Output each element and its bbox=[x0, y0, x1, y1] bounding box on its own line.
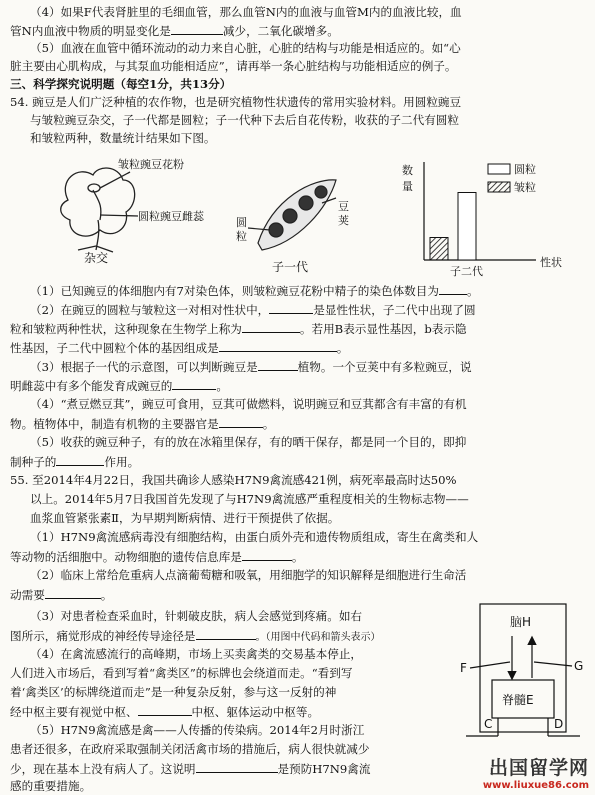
pea-seed bbox=[315, 186, 327, 198]
label-c: C bbox=[484, 717, 493, 731]
label-pod-2: 荚 bbox=[338, 214, 349, 227]
label-f: F bbox=[460, 661, 467, 675]
answer-blank[interactable] bbox=[56, 453, 104, 466]
q55-sub4-line2: 人们进入市场后，看到写着“禽类区”的标牌也会绕道而走。“看到写 bbox=[10, 666, 353, 680]
q55-sub5-line2: 患者还很多，在政府采取强制关闭活禽市场的措施后，病人很快就减少 bbox=[10, 742, 370, 756]
chart-xlabel: 性状 bbox=[540, 256, 562, 269]
q54-sub4-line2: 物。植物体中，制造有机物的主要器官是 。 bbox=[10, 417, 275, 431]
q55-sub4-line3: 着‘禽类区’的标牌绕道而走”是一种复杂反射，参与这一反射的神 bbox=[10, 685, 337, 699]
answer-blank[interactable] bbox=[138, 703, 192, 716]
legend-round-swatch bbox=[488, 164, 510, 174]
q54-sub4-line1: （4）“煮豆燃豆萁”，豌豆可食用，豆萁可做燃料，说明豌豆和豆萁都含有丰富的有机 bbox=[30, 397, 467, 411]
answer-blank[interactable] bbox=[196, 627, 256, 640]
label-d: D bbox=[554, 717, 564, 731]
answer-blank[interactable] bbox=[258, 358, 298, 371]
q55-sub1-line2: 等动物的活细胞中。动物细胞的遗传信息库是 。 bbox=[10, 550, 304, 564]
q4-line-1: （4）如果F代表肾脏里的毛细血管，那么血管N内的血液与血管M内的血液比较，血 bbox=[30, 5, 462, 19]
answer-blank[interactable] bbox=[171, 22, 223, 35]
answer-blank[interactable] bbox=[172, 377, 216, 390]
label-g: G bbox=[574, 659, 584, 673]
reflex-pathway-diagram bbox=[458, 596, 592, 744]
section-3-title: 三、科学探究说明题（每空1分，共13分） bbox=[10, 77, 232, 91]
q54-sub2-line1: （2）在豌豆的圆粒与皱粒这一对相对性状中， 是显性性状，子二代中出现了圆 bbox=[30, 303, 476, 317]
legend-wrinkled-swatch bbox=[488, 182, 510, 192]
pea-seed bbox=[299, 196, 313, 210]
answer-blank[interactable] bbox=[242, 320, 300, 333]
label-round: 圆 bbox=[236, 216, 247, 229]
q55-sub3-line2: 图所示，痛觉形成的神经传导途径是 。（用图中代码和箭头表示） bbox=[10, 629, 381, 643]
q55-sub1-line1: （1）H7N9禽流感病毒没有细胞结构，由蛋白质外壳和遗传物质组成，寄生在禽类和人 bbox=[30, 530, 479, 544]
q55-intro-2: 以上。2014年5月7日我国首先发现了与H7N9禽流感严重程度相关的生物标志物—— bbox=[30, 492, 469, 506]
q55-sub4-line4: 经中枢主要有视觉中枢、 中枢、躯体运动中枢等。 bbox=[10, 705, 320, 719]
q55-sub5-line4: 感的重要措施。 bbox=[10, 779, 92, 793]
watermark-site-name: 出国留学网 bbox=[488, 757, 589, 779]
q55-sub2-line1: （2）临床上常给危重病人点滴葡萄糖和吸氧，用细胞学的知识解释是细胞进行生命活 bbox=[30, 568, 467, 582]
q54-intro-3: 和皱粒两种，数量统计结果如下图。 bbox=[30, 131, 216, 145]
label-pod-1: 豆 bbox=[338, 200, 349, 213]
q54-intro-2: 与皱粒豌豆杂交，子一代都是圆粒；子一代种下去后自花传粉，收获的子二代有圆粒 bbox=[30, 113, 459, 127]
bar-round bbox=[458, 193, 476, 261]
legend-round-label: 圆粒 bbox=[514, 163, 536, 176]
answer-blank[interactable] bbox=[439, 282, 467, 295]
label-cross: 杂交 bbox=[84, 251, 109, 265]
chart-x-category: 子二代 bbox=[450, 265, 483, 278]
q54-sub2-line3: 性基因，子二代中圆粒个体的基因组成是 。 bbox=[10, 341, 349, 355]
q5-line-1: （5）血液在血管中循环流动的动力来自心脏，心脏的结构与功能是相适应的。如“心 bbox=[30, 41, 461, 55]
q55-sub4-line1: （4）在禽流感流行的高峰期，市场上买卖禽类的交易基本停止， bbox=[30, 647, 363, 661]
legend-wrinkled-label: 皱粒 bbox=[514, 181, 536, 194]
q55-sub5-line3: 少，现在基本上没有病人了。这说明 是预防H7N9禽流 bbox=[10, 762, 371, 776]
q54-intro-1: 54. 豌豆是人们广泛种植的农作物，也是研究植物性状遗传的常用实验材料。用圆粒豌豆 bbox=[10, 95, 462, 109]
q55-sub5-line1: （5）H7N9禽流感是禽——人传播的传染病。2014年2月时浙江 bbox=[30, 723, 365, 737]
pea-seed bbox=[269, 223, 283, 237]
label-spinal-e: 脊髓E bbox=[502, 693, 534, 707]
pea-flower-cross-figure bbox=[38, 150, 238, 270]
label-wrinkled-pollen: 皱粒豌豆花粉 bbox=[118, 158, 184, 171]
q5-line-2: 脏主要由心肌构成，与其泵血功能相适应”，请再举一条心脏结构与功能相适应的例子。 bbox=[10, 59, 457, 73]
q55-intro-1: 55. 至2014年4月22日，我国共确诊人感染H7N9禽流感421例，病死率最高时达50% bbox=[10, 473, 457, 487]
q54-sub3-line2: 明雌蕊中有多个能发育成豌豆的 。 bbox=[10, 379, 228, 393]
label-f1: 子一代 bbox=[272, 260, 309, 274]
answer-blank[interactable] bbox=[45, 586, 101, 599]
label-round-stigma: 圆粒豌豆雌蕊 bbox=[138, 210, 204, 223]
answer-blank[interactable] bbox=[196, 760, 278, 773]
q54-sub5-line1: （5）收获的豌豆种子，有的放在冰箱里保存，有的晒干保存，都是同一个目的，即抑 bbox=[30, 435, 467, 449]
pointer-f bbox=[470, 662, 510, 668]
q55-sub3-line1: （3）对患者检查采血时，针刺破皮肤，病人会感觉到疼痛。如右 bbox=[30, 609, 363, 623]
answer-blank[interactable] bbox=[219, 415, 263, 428]
flower-petals bbox=[61, 168, 135, 236]
flower-pistil bbox=[93, 190, 101, 220]
pea-seed bbox=[283, 209, 297, 223]
bar-wrinkled bbox=[430, 238, 448, 261]
q54-sub1: （1）已知豌豆的体细胞内有7对染色体，则皱粒豌豆花粉中精子的染色体数目为 。 bbox=[30, 284, 479, 298]
f2-bar-chart bbox=[396, 158, 576, 280]
site-watermark bbox=[483, 753, 589, 791]
answer-blank[interactable] bbox=[219, 339, 337, 352]
label-brain-h: 脑H bbox=[510, 615, 532, 629]
q55-sub2-line2: 动需要 。 bbox=[10, 588, 113, 602]
answer-blank[interactable] bbox=[269, 301, 313, 314]
watermark-url: www.liuxue86.com bbox=[482, 780, 589, 791]
chart-ylabel-1: 数 bbox=[402, 164, 413, 177]
pea-pod-figure bbox=[228, 168, 358, 278]
q54-sub3-line1: （3）根据子一代的示意图，可以判断豌豆是 植物。一个豆荚中有多粒豌豆，说 bbox=[30, 360, 472, 374]
chart-ylabel-2: 量 bbox=[402, 180, 413, 193]
q4-line-2: 管N内血液中物质的明显变化是 减少，二氧化碳增多。 bbox=[10, 24, 339, 38]
q55-intro-3: 血浆血管紧张素Ⅱ，为早期判断病情、进行干预提供了依据。 bbox=[30, 511, 340, 525]
label-grain: 粒 bbox=[236, 230, 247, 243]
q54-sub2-line2: 粒和皱粒两种性状，这种现象在生物学上称为 。若用B表示显性基因，b表示隐 bbox=[10, 322, 467, 336]
answer-blank[interactable] bbox=[242, 548, 292, 561]
stigma-pointer bbox=[100, 215, 138, 216]
q54-sub5-line2: 制种子的 作用。 bbox=[10, 455, 140, 469]
